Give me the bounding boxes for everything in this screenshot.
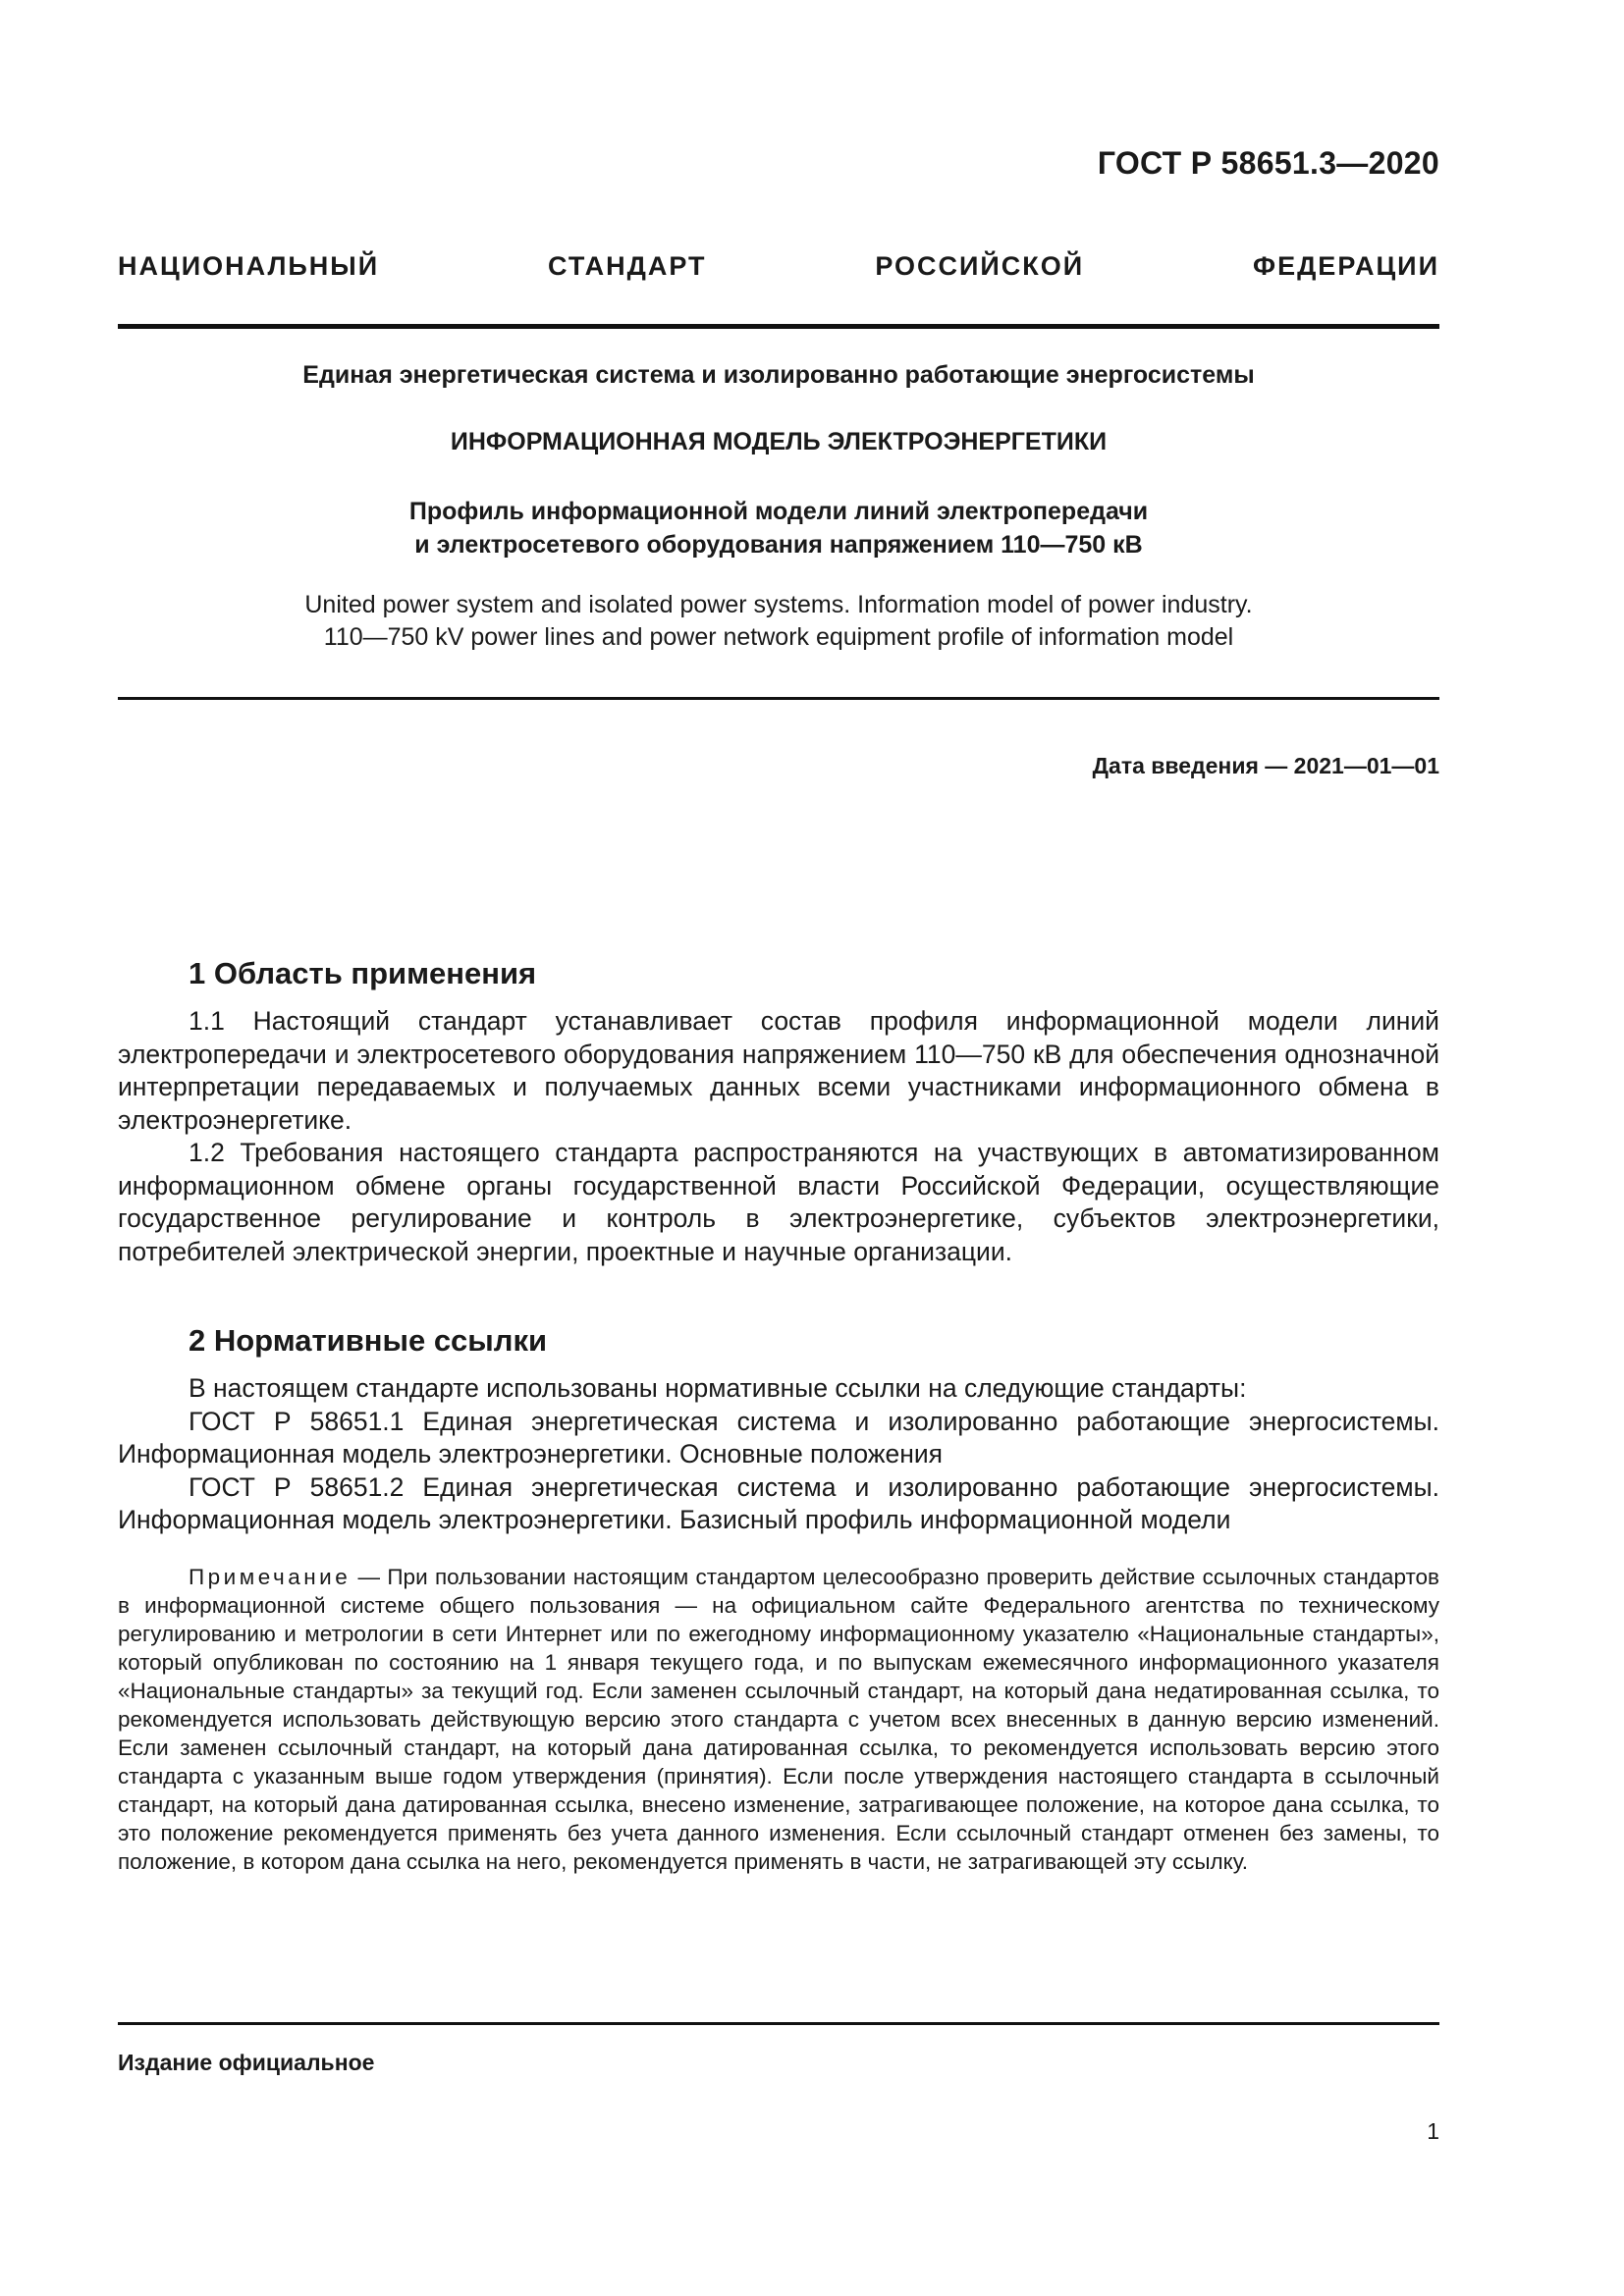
title-profile-line1: Профиль информационной модели линий электропередачи (408, 498, 1149, 525)
section-references-heading: 2 Нормативные ссылки (189, 1323, 548, 1358)
section-scope (118, 954, 1439, 1268)
title-profile-line2: и электросетевого оборудования напряжением 110—750 кВ (414, 531, 1143, 559)
note (118, 1563, 1439, 1876)
footer-divider (118, 2022, 1439, 2025)
section-references-paragraph-3: ГОСТ Р 58651.2 Единая энергетическая система и изолированно работающие энергосистемы. Информационная модель электроэнергетики. Базисный профиль информационной модели (118, 1471, 1439, 1534)
document-code: ГОСТ Р 58651.3—2020 (1097, 145, 1439, 181)
national-standard-banner: НАЦИОНАЛЬНЫЙ СТАНДАРТ РОССИЙСКОЙ ФЕДЕРАЦИИ (118, 251, 1439, 281)
official-edition: Издание официальное (118, 2050, 375, 2075)
title-model: ИНФОРМАЦИОННАЯ МОДЕЛЬ ЭЛЕКТРОЭНЕРГЕТИКИ (450, 428, 1108, 455)
header-divider (118, 324, 1439, 329)
section-scope-heading: 1 Область применения (189, 956, 537, 990)
note-text: — При пользовании настоящим стандартом целесообразно проверить действие ссылочных стандартов в информационной системе общего пользования — на официальном сайте Федерального агентства по техническому регулированию и метрологии в сети Интернет или по ежегодному информационному указателю «Национальные стандарты», который опубликован по состоянию на 1 января текущего года, и по выпускам ежемесячного информационного указателя «Национальные стандарты» за текущий год. Если заменен ссылочный стандарт, на который дана недатированная ссылка, то рекомендуется использовать действующую версию этого стандарта с учетом всех внесенных в данную версию изменений. Если заменен ссылочный стандарт, на который дана датированная ссылка, то рекомендуется использовать версию этого стандарта с указанным выше годом утверждения (принятия). Если после утверждения настоящего стандарта в ссылочный стандарт, на который дана датированная ссылка, внесено изменение, затрагивающее положение, на которое дана ссылка, то это положение рекомендуется применять без учета данного изменения. Если ссылочный стандарт отменен без замены, то положение, в котором дана ссылка на него, рекомендуется применять в части, не затрагивающей эту ссылку. (118, 1565, 1439, 1874)
title-profile (118, 495, 1439, 561)
title-divider (118, 697, 1439, 700)
section-scope-paragraph-1: 1.1 Настоящий стандарт устанавливает состав профиля информационной модели линий электропередачи и электросетевого оборудования напряжением 110—750 кВ для обеспечения однозначной интерпретации передаваемых и получаемых данных всеми участниками информационного обмена в электроэнергетике. (118, 1006, 1439, 1135)
note-label: Примечание (189, 1565, 352, 1589)
section-references-paragraph-2: ГОСТ Р 58651.1 Единая энергетическая система и изолированно работающие энергосистемы. Информационная модель электроэнергетики. Основные положения (118, 1406, 1439, 1468)
section-scope-paragraph-2: 1.2 Требования настоящего стандарта распространяются на участвующих в автоматизированном информационном обмене органы государственной власти Российской Федерации, осуществляющие государственное регулирование и контроль в электроэнергетике, субъектов электроэнергетики, потребителей электрической энергии, проектные и научные организации. (118, 1138, 1439, 1266)
title-english (118, 589, 1439, 654)
title-english-line2: 110—750 kV power lines and power network equipment profile of information model (323, 623, 1234, 651)
title-english-line1: United power system and isolated power systems. Information model of power industry. (304, 591, 1253, 618)
section-references-paragraph-1: В настоящем стандарте использованы нормативные ссылки на следующие стандарты: (189, 1373, 1247, 1403)
page-number: 1 (1427, 2118, 1439, 2144)
section-references (118, 1321, 1439, 1537)
title-system: Единая энергетическая система и изолированно работающие энергосистемы (302, 361, 1255, 389)
introduction-date: Дата введения — 2021—01—01 (1092, 753, 1439, 778)
